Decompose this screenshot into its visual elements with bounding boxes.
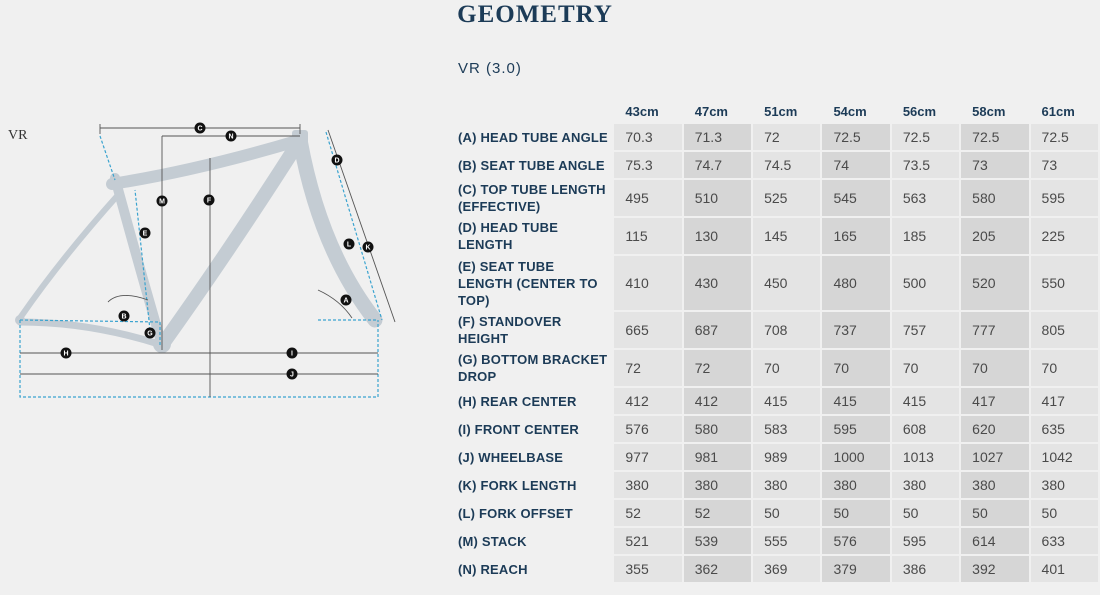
table-cell: 73 — [1031, 152, 1098, 178]
measurement-label: (M) STACK — [458, 533, 527, 549]
size-header: 54cm — [833, 103, 867, 119]
table-cell: 380 — [614, 472, 681, 498]
table-cell: 595 — [822, 416, 889, 442]
table-cell: 510 — [684, 180, 751, 216]
table-cell: 380 — [822, 472, 889, 498]
table-cell: 417 — [961, 388, 1028, 414]
marker-k — [363, 242, 374, 253]
svg-text:K: K — [365, 244, 371, 252]
table-cell: 687 — [684, 312, 751, 348]
table-cell: 410 — [614, 256, 681, 310]
marker-f — [204, 195, 215, 206]
table-cell: 52 — [614, 500, 681, 526]
svg-text:F: F — [206, 197, 212, 205]
table-cell: 520 — [961, 256, 1028, 310]
table-row — [454, 124, 1098, 150]
svg-text:E: E — [142, 230, 148, 238]
table-cell: 380 — [1031, 472, 1098, 498]
measurement-label: (I) FRONT CENTER — [458, 421, 579, 437]
marker-c — [195, 123, 206, 134]
table-cell: 70 — [892, 350, 959, 386]
table-row — [454, 218, 1098, 254]
table-row — [454, 472, 1098, 498]
table-row — [454, 350, 1098, 386]
table-cell: 1027 — [961, 444, 1028, 470]
table-cell: 1042 — [1031, 444, 1098, 470]
table-cell: 539 — [684, 528, 751, 554]
measurement-label: (K) FORK LENGTH — [458, 477, 577, 493]
table-cell: 415 — [753, 388, 820, 414]
frame-geometry-diagram — [0, 120, 420, 410]
size-header: 47cm — [694, 103, 728, 119]
table-cell: 72.5 — [822, 124, 889, 150]
table-row — [454, 500, 1098, 526]
marker-j — [287, 369, 298, 380]
table-cell: 576 — [614, 416, 681, 442]
table-cell: 580 — [684, 416, 751, 442]
table-cell: 115 — [614, 218, 681, 254]
table-cell: 130 — [684, 218, 751, 254]
table-cell: 521 — [614, 528, 681, 554]
table-cell: 608 — [892, 416, 959, 442]
measurement-label: (A) HEAD TUBE ANGLE — [458, 129, 608, 145]
marker-e — [140, 228, 151, 239]
measurement-label: (E) SEAT TUBE LENGTH (CENTER TO TOP) — [458, 258, 598, 308]
table-cell: 72 — [684, 350, 751, 386]
frame-label: VR — [8, 128, 28, 143]
table-cell: 563 — [892, 180, 959, 216]
measurement-label: (B) SEAT TUBE ANGLE — [458, 157, 605, 173]
table-row — [454, 388, 1098, 414]
table-cell: 50 — [961, 500, 1028, 526]
size-header: 58cm — [972, 103, 1006, 119]
table-cell: 595 — [892, 528, 959, 554]
table-cell: 50 — [1031, 500, 1098, 526]
table-cell: 380 — [684, 472, 751, 498]
svg-text:A: A — [343, 297, 349, 305]
table-cell: 1013 — [892, 444, 959, 470]
measurement-label: (C) TOP TUBE LENGTH (EFFECTIVE) — [458, 182, 606, 214]
table-cell: 72.5 — [892, 124, 959, 150]
table-cell: 386 — [892, 556, 959, 582]
table-cell: 70 — [961, 350, 1028, 386]
table-cell: 1000 — [822, 444, 889, 470]
marker-b — [119, 311, 130, 322]
measurement-label: (H) REAR CENTER — [458, 393, 577, 409]
measurement-label: (J) WHEELBASE — [458, 449, 564, 465]
geometry-table-body — [454, 124, 1098, 582]
table-cell: 392 — [961, 556, 1028, 582]
table-cell: 70.3 — [614, 124, 681, 150]
table-cell: 412 — [614, 388, 681, 414]
svg-text:N: N — [228, 133, 234, 141]
table-row — [454, 180, 1098, 216]
table-cell: 737 — [822, 312, 889, 348]
table-row — [454, 256, 1098, 310]
table-cell: 757 — [892, 312, 959, 348]
size-header-row — [454, 102, 1098, 122]
table-cell: 525 — [753, 180, 820, 216]
table-cell: 70 — [1031, 350, 1098, 386]
table-cell: 205 — [961, 218, 1028, 254]
table-cell: 165 — [822, 218, 889, 254]
table-cell: 412 — [684, 388, 751, 414]
marker-h — [61, 348, 72, 359]
table-cell: 379 — [822, 556, 889, 582]
svg-text:H: H — [63, 350, 69, 358]
table-cell: 225 — [1031, 218, 1098, 254]
table-cell: 545 — [822, 180, 889, 216]
svg-text:L: L — [346, 241, 352, 249]
model-subtitle: VR (3.0) — [458, 60, 522, 77]
table-cell: 480 — [822, 256, 889, 310]
geometry-table — [452, 100, 1100, 584]
table-cell: 74.7 — [684, 152, 751, 178]
table-cell: 989 — [753, 444, 820, 470]
size-header: 56cm — [902, 103, 937, 119]
table-row — [454, 528, 1098, 554]
measurement-label: (D) HEAD TUBE LENGTH — [458, 220, 559, 252]
table-cell: 74 — [822, 152, 889, 178]
table-cell: 595 — [1031, 180, 1098, 216]
table-row — [454, 444, 1098, 470]
svg-text:J: J — [290, 371, 294, 379]
measurement-label: (F) STANDOVER HEIGHT — [458, 314, 562, 346]
table-cell: 380 — [753, 472, 820, 498]
table-cell: 185 — [892, 218, 959, 254]
measurement-label: (N) REACH — [458, 561, 528, 577]
table-row — [454, 416, 1098, 442]
svg-text:D: D — [334, 157, 340, 165]
table-cell: 369 — [753, 556, 820, 582]
svg-text:G: G — [147, 330, 153, 338]
marker-i — [287, 348, 298, 359]
page-title: GEOMETRY — [457, 1, 613, 28]
table-cell: 450 — [753, 256, 820, 310]
table-cell: 665 — [614, 312, 681, 348]
size-header: 61cm — [1041, 103, 1075, 119]
marker-l — [344, 239, 355, 250]
table-cell: 614 — [961, 528, 1028, 554]
table-cell: 708 — [753, 312, 820, 348]
table-cell: 583 — [753, 416, 820, 442]
table-cell: 72 — [753, 124, 820, 150]
table-cell: 620 — [961, 416, 1028, 442]
table-cell: 417 — [1031, 388, 1098, 414]
table-cell: 430 — [684, 256, 751, 310]
table-cell: 495 — [614, 180, 681, 216]
table-cell: 977 — [614, 444, 681, 470]
table-cell: 635 — [1031, 416, 1098, 442]
table-row — [454, 152, 1098, 178]
table-cell: 72.5 — [1031, 124, 1098, 150]
table-cell: 50 — [822, 500, 889, 526]
svg-text:C: C — [197, 125, 203, 133]
table-cell: 380 — [961, 472, 1028, 498]
measurement-label: (G) BOTTOM BRACKET DROP — [458, 352, 608, 384]
table-cell: 576 — [822, 528, 889, 554]
table-row — [454, 556, 1098, 582]
table-cell: 580 — [961, 180, 1028, 216]
table-row — [454, 312, 1098, 348]
table-cell: 355 — [614, 556, 681, 582]
marker-m — [157, 196, 168, 207]
marker-d — [332, 155, 343, 166]
table-cell: 52 — [684, 500, 751, 526]
table-cell: 74.5 — [753, 152, 820, 178]
measurement-label: (L) FORK OFFSET — [458, 505, 573, 521]
table-cell: 805 — [1031, 312, 1098, 348]
bike-frame — [20, 140, 375, 345]
table-cell: 500 — [892, 256, 959, 310]
marker-n — [226, 131, 237, 142]
table-cell: 70 — [822, 350, 889, 386]
table-cell: 555 — [753, 528, 820, 554]
size-header: 51cm — [764, 103, 798, 119]
table-cell: 415 — [822, 388, 889, 414]
table-cell: 72 — [614, 350, 681, 386]
table-cell: 75.3 — [614, 152, 681, 178]
svg-text:I: I — [291, 350, 293, 358]
marker-a — [341, 295, 352, 306]
table-cell: 71.3 — [684, 124, 751, 150]
svg-text:M: M — [159, 198, 165, 206]
table-cell: 50 — [892, 500, 959, 526]
svg-text:B: B — [121, 313, 127, 321]
table-cell: 401 — [1031, 556, 1098, 582]
table-cell: 50 — [753, 500, 820, 526]
marker-g — [145, 328, 156, 339]
table-cell: 981 — [684, 444, 751, 470]
table-cell: 72.5 — [961, 124, 1028, 150]
table-cell: 70 — [753, 350, 820, 386]
table-cell: 777 — [961, 312, 1028, 348]
table-cell: 550 — [1031, 256, 1098, 310]
table-cell: 380 — [892, 472, 959, 498]
table-cell: 73.5 — [892, 152, 959, 178]
table-cell: 633 — [1031, 528, 1098, 554]
table-cell: 73 — [961, 152, 1028, 178]
table-cell: 145 — [753, 218, 820, 254]
table-cell: 362 — [684, 556, 751, 582]
size-header: 43cm — [625, 103, 659, 119]
table-cell: 415 — [892, 388, 959, 414]
